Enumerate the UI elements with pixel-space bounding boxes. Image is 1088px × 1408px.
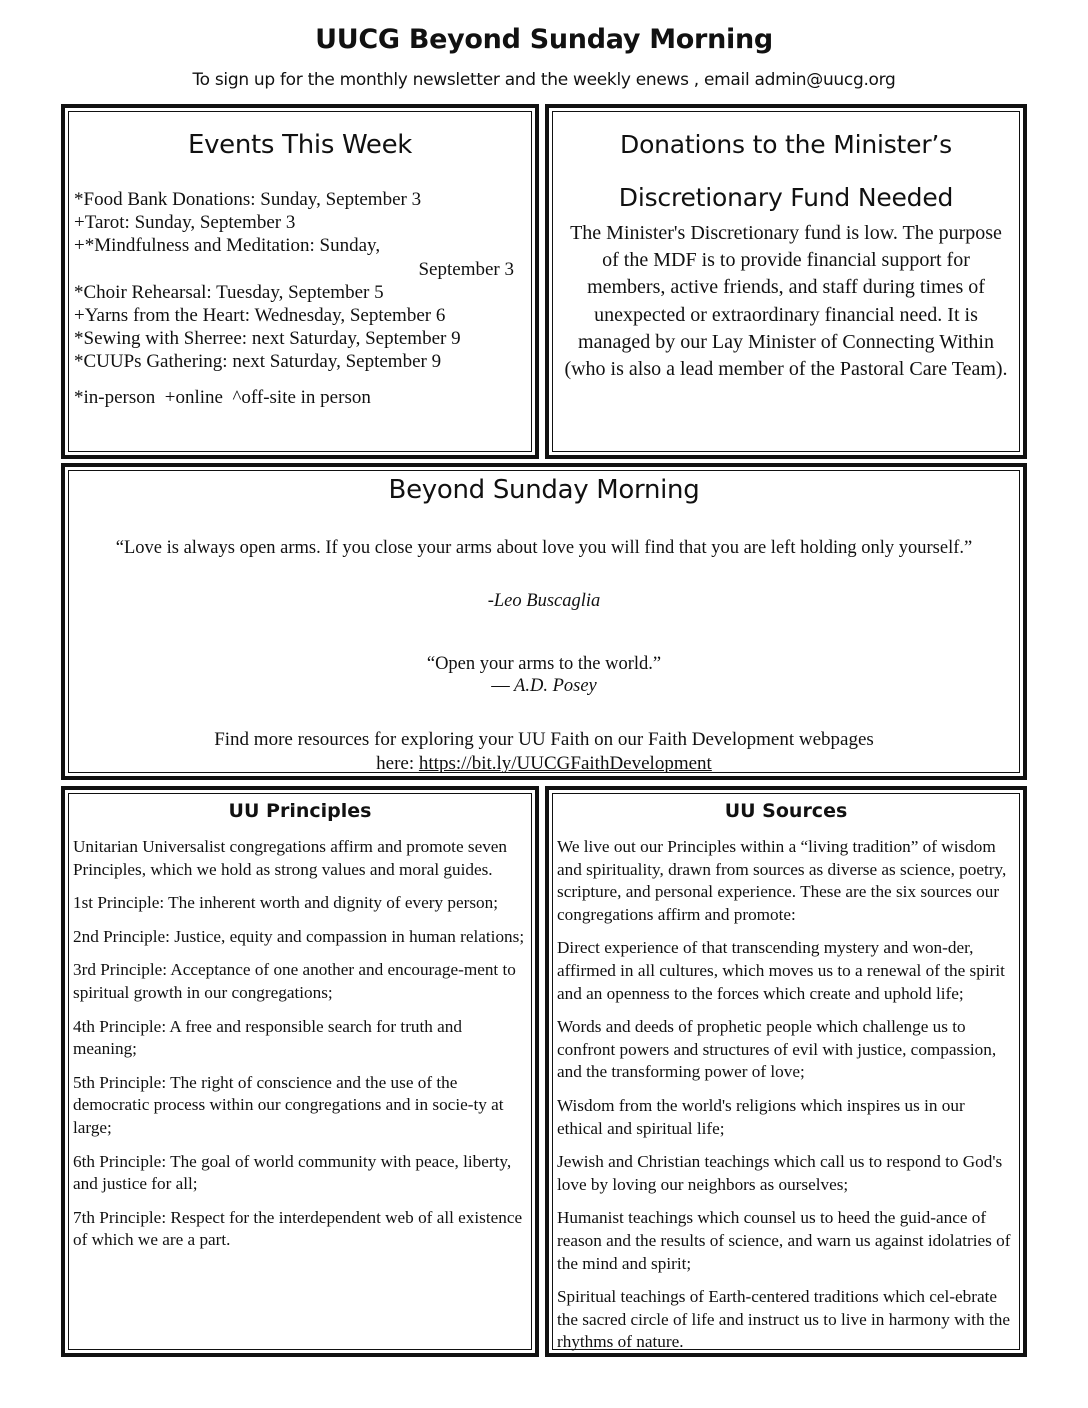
principles-list: [73, 836, 525, 1263]
principle-item: 5th Principle: The right of conscience and the use of the democratic process within our congregations and in socie-ty at large;: [73, 1072, 504, 1137]
events-heading: Events This Week: [187, 130, 413, 160]
events-legend: *in-person +online ^off-site in person: [74, 386, 371, 408]
principles-intro: Unitarian Universalist congregations affirm and promote seven Principles, which we hold as strong values and moral guides.: [73, 837, 508, 879]
sources-list: [557, 836, 1013, 1365]
events-box: [61, 104, 539, 459]
principles-box: [61, 786, 539, 1357]
principles-heading: UU Principles: [228, 800, 372, 822]
page-title: UUCG Beyond Sunday Morning: [315, 24, 773, 55]
quote-buscaglia: “Love is always open arms. If you close your arms about love you will find that you are left holding only yourself.”: [115, 538, 973, 558]
source-item: Words and deeds of prophetic people which challenge us to confront powers and structures of evil with justice, compassion, and the transforming power of love;: [557, 1017, 997, 1082]
event-item: *CUUPs Gathering: next Saturday, September 9: [74, 351, 442, 373]
donations-heading-line2: Discretionary Fund Needed: [618, 183, 954, 212]
source-item: Jewish and Christian teachings which call us to respond to God's love by loving our neighbors as ourselves;: [557, 1152, 1003, 1194]
event-item: +*Mindfulness and Meditation: Sunday,: [74, 235, 381, 257]
events-list: [74, 188, 514, 409]
beyond-heading: Beyond Sunday Morning: [388, 475, 700, 505]
event-item: +Tarot: Sunday, September 3: [74, 212, 296, 234]
quote-author-posey: ― A.D. Posey: [491, 676, 597, 696]
event-item: +Yarns from the Heart: Wednesday, September 6: [74, 305, 446, 327]
donations-body: The Minister's Discretionary fund is low. The purpose of the MDF is to provide financial support for members, active friends, and staff during times of unexpected or extraordinary financial need. It is managed by our Lay Minister of Connecting Within (who is also a lead member of the Pastoral Care Team).: [564, 222, 1008, 381]
source-item: Direct experience of that transcending mystery and won-der, affirmed in all cultures, which moves us to a renewal of the spirit and an openness to the forces which create and uphold life;: [557, 938, 1005, 1003]
donations-heading-line1: Donations to the Minister’s: [620, 130, 952, 159]
event-item: *Choir Rehearsal: Tuesday, September 5: [74, 281, 384, 303]
principle-item: 1st Principle: The inherent worth and dignity of every person;: [73, 893, 498, 913]
sources-box: [545, 786, 1027, 1357]
faith-development-link[interactable]: https://bit.ly/UUCGFaithDevelopment: [418, 753, 712, 774]
sources-intro: We live out our Principles within a “living tradition” of wisdom and spirituality, drawn from sources as diverse as science, poetry, scripture, and personal experience. These are the six sources our congregations affirm and promote:: [557, 837, 1007, 924]
principle-item: 4th Principle: A free and responsible search for truth and meaning;: [73, 1016, 462, 1059]
principle-item: 6th Principle: The goal of world community with peace, liberty, and justice for all;: [73, 1151, 512, 1194]
faith-development-resources: [205, 728, 883, 776]
event-item-continuation: September 3: [418, 258, 514, 280]
quote-author-buscaglia: -Leo Buscaglia: [487, 591, 601, 611]
beyond-box: [61, 463, 1027, 780]
event-item: *Food Bank Donations: Sunday, September 3: [74, 189, 422, 210]
resources-text: Find more resources for exploring your UU Faith on our Faith Development webpages here:: [214, 729, 874, 774]
donations-heading: [549, 118, 1023, 224]
source-item: Spiritual teachings of Earth-centered traditions which cel-ebrate the sacred circle of life and instruct us to live in harmony with the rhythms of nature.: [557, 1287, 1010, 1352]
source-item: Wisdom from the world's religions which inspires us in our ethical and spiritual life;: [557, 1095, 965, 1138]
principle-item: 3rd Principle: Acceptance of one another and encourage-ment to spiritual growth in our congregations;: [73, 960, 516, 1002]
principle-item: 2nd Principle: Justice, equity and compassion in human relations;: [73, 926, 525, 946]
source-item: Humanist teachings which counsel us to heed the guid-ance of reason and the results of science, and warn us against idolatries of the mind and spirit;: [557, 1208, 1011, 1273]
sources-heading: UU Sources: [724, 800, 848, 822]
principle-item: 7th Principle: Respect for the interdependent web of all existence of which we are a part.: [73, 1207, 523, 1250]
event-item: *Sewing with Sherree: next Saturday, September 9: [74, 328, 461, 350]
donations-box: [545, 104, 1027, 459]
quote-posey: “Open your arms to the world.”: [426, 654, 662, 674]
newsletter-signup-note: To sign up for the monthly newsletter and the weekly enews , email admin@uucg.org: [192, 70, 896, 90]
